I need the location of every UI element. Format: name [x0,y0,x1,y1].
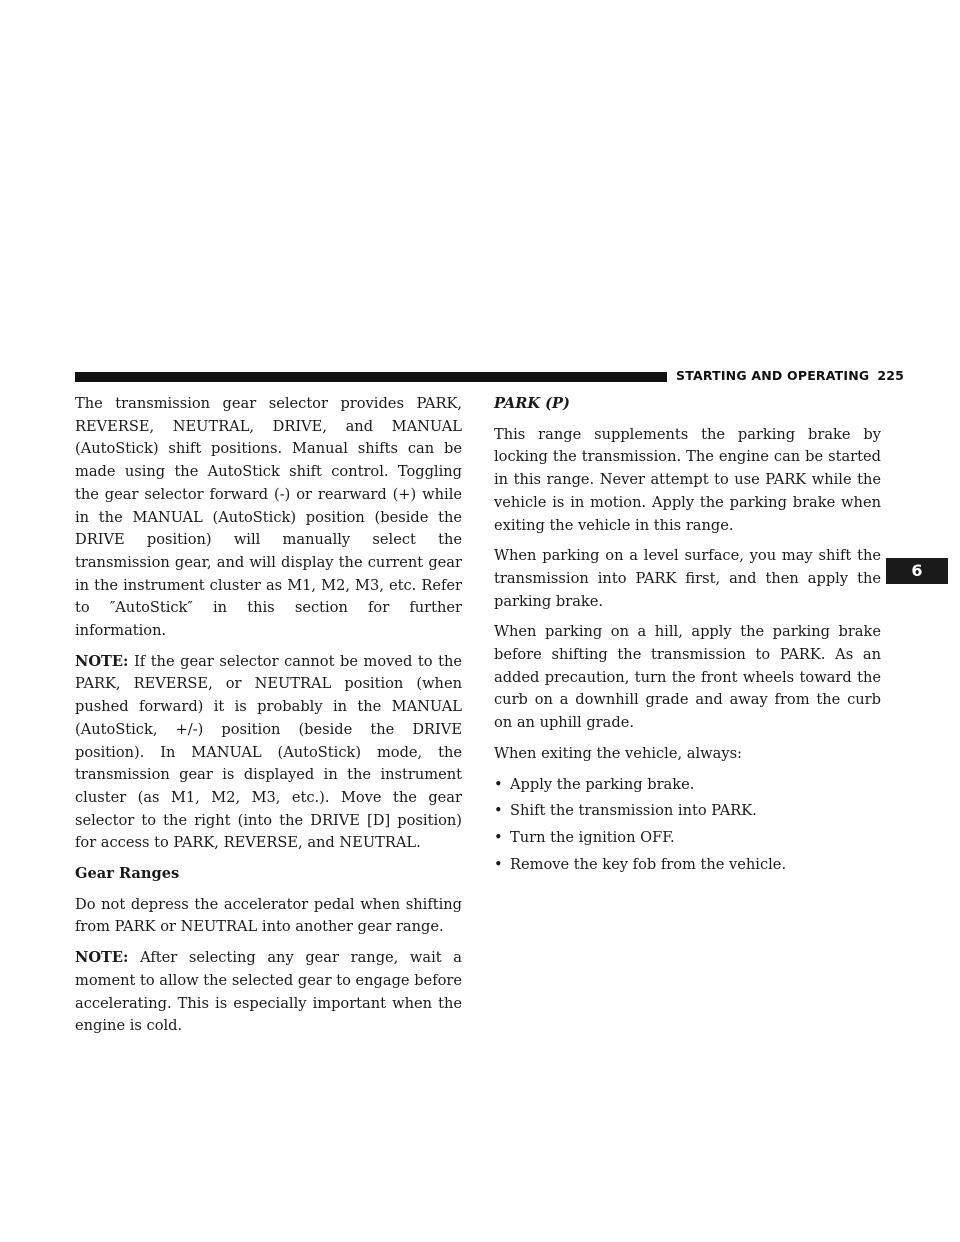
note-text: If the gear selector cannot be moved to the PARK, REVERSE, or NEUTRAL position (when pushed forward) it is probably in the MANUAL (AutoStick, +/-) position (beside the DRIVE position). In MANUAL (AutoStick) mode, the transmission gear is displayed in the instrument cluster (as M1, M2, M3, etc.). Move the gear selector to the right (into the DRIVE [D] position) for access to PARK, REVERSE, and NEUTRAL. [75,652,462,852]
exit-checklist [494,774,881,877]
exit-intro: When exiting the vehicle, always: [494,744,742,762]
list-item: • Shift the transmission into PARK. [494,800,881,823]
gear-ranges-paragraph: Do not depress the accelerator pedal when shifting from PARK or NEUTRAL into another gear range. [75,895,462,936]
bullet-icon: • [494,802,503,820]
park-heading: PARK (P) [494,395,570,412]
section-title: STARTING AND OPERATING [676,368,870,383]
note-paragraph-1 [75,651,462,855]
park-paragraph-1: This range supplements the parking brake by locking the transmission. The engine can be started in this range. Never attempt to use PARK while the vehicle is in motion. Apply the parking brake when exiting the vehicle in this range. [494,425,881,534]
list-item: • Turn the ignition OFF. [494,827,881,850]
page-number: 225 [877,368,905,383]
note-label: NOTE: [75,652,129,670]
bullet-icon: • [494,775,503,793]
left-column [75,393,462,1046]
note-text: After selecting any gear range, wait a moment to allow the selected gear to engage before accelerating. This is especially important when the engine is cold. [75,949,462,1035]
right-column [494,393,881,880]
gear-ranges-heading: Gear Ranges [75,865,180,883]
park-paragraph-2: When parking on a level surface, you may shift the transmission into PARK first, and then apply the parking brake. [494,547,881,610]
header-rule [75,372,667,382]
list-item: • Apply the parking brake. [494,774,881,797]
note-paragraph-2 [75,947,462,1038]
note-label: NOTE: [75,949,129,967]
bullet-icon: • [494,855,503,873]
bullet-icon: • [494,828,503,846]
park-paragraph-3: When parking on a hill, apply the parking brake before shifting the transmission to PARK. As an added precaution, turn the front wheels toward the curb on a downhill grade and away from the curb on an uphill grade. [494,623,881,732]
list-item: • Remove the key fob from the vehicle. [494,854,881,877]
chapter-tab: 6 [886,558,948,584]
intro-paragraph: The transmission gear selector provides PARK, REVERSE, NEUTRAL, DRIVE, and MANUAL (AutoStick) shift positions. Manual shifts can be made using the AutoStick shift control. Toggling the gear selector forward (-) or rearward (+) while in the MANUAL (AutoStick) position (beside the DRIVE position) will manually select the transmission gear, and will display the current gear in the instrument cluster as M1, M2, M3, etc. Refer to ″AutoStick″ in this section for further information. [75,395,462,640]
running-header [676,368,904,383]
